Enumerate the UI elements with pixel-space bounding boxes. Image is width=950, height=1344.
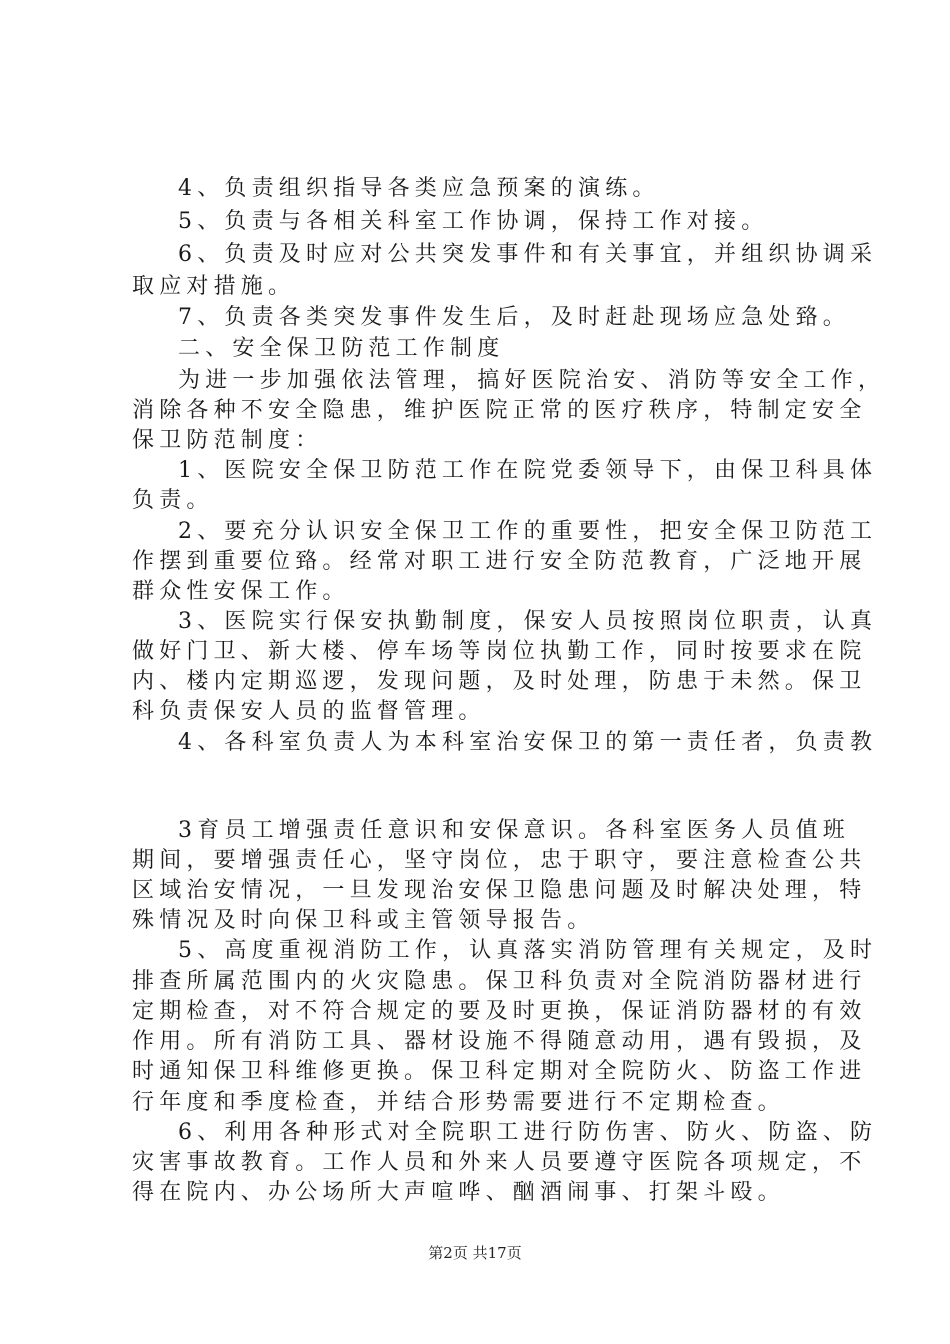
text-line: 保卫防范制度： bbox=[132, 428, 323, 453]
text-line: 5、高度重视消防工作，认真落实消防管理有关规定，及时 bbox=[178, 938, 878, 963]
section-heading: 二、安全保卫防范工作制度 bbox=[178, 336, 505, 361]
text-line: 作摆到重要位臵。经常对职工进行安全防范教育，广泛地开展 bbox=[132, 549, 867, 574]
text-line: 3、医院实行保安执勤制度，保安人员按照岗位职责，认真 bbox=[178, 609, 878, 634]
text-line: 3育员工增强责任意识和安保意识。各科室医务人员值班 bbox=[178, 818, 850, 843]
text-line: 做好门卫、新大楼、停车场等岗位执勤工作，同时按要求在院 bbox=[132, 639, 867, 664]
text-line: 殊情况及时向保卫科或主管领导报告。 bbox=[132, 908, 595, 933]
text-line: 科负责保安人员的监督管理。 bbox=[132, 699, 486, 724]
text-line: 4、负责组织指导各类应急预案的演练。 bbox=[178, 176, 660, 201]
text-line: 为进一步加强依法管理，搞好医院治安、消防等安全工作， bbox=[178, 368, 886, 393]
text-line: 取应对措施。 bbox=[132, 274, 296, 299]
text-line: 负责。 bbox=[132, 488, 214, 513]
text-line: 内、楼内定期巡逻，发现问题，及时处理，防患于未然。保卫 bbox=[132, 669, 867, 694]
text-line: 4、各科室负责人为本科室治安保卫的第一责任者，负责教 bbox=[178, 730, 878, 755]
text-line: 期间，要增强责任心，坚守岗位，忠于职守，要注意检查公共 bbox=[132, 848, 867, 873]
text-line: 排查所属范围内的火灾隐患。保卫科负责对全院消防器材进行 bbox=[132, 969, 867, 994]
text-line: 6、负责及时应对公共突发事件和有关事宜，并组织协调采 bbox=[178, 242, 878, 267]
text-line: 6、利用各种形式对全院职工进行防伤害、防火、防盗、防 bbox=[178, 1120, 878, 1145]
page-number: 第2页 共17页 bbox=[428, 1244, 522, 1262]
text-line: 定期检查，对不符合规定的要及时更换，保证消防器材的有效 bbox=[132, 999, 867, 1024]
text-line: 2、要充分认识安全保卫工作的重要性，把安全保卫防范工 bbox=[178, 519, 878, 544]
text-line: 1、医院安全保卫防范工作在院党委领导下，由保卫科具体 bbox=[178, 458, 878, 483]
text-line: 行年度和季度检查，并结合形势需要进行不定期检查。 bbox=[132, 1090, 785, 1115]
text-line: 时通知保卫科维修更换。保卫科定期对全院防火、防盗工作进 bbox=[132, 1059, 867, 1084]
text-line: 作用。所有消防工具、器材设施不得随意动用，遇有毁损，及 bbox=[132, 1029, 867, 1054]
text-line: 灾害事故教育。工作人员和外来人员要遵守医院各项规定，不 bbox=[132, 1150, 867, 1175]
text-line: 5、负责与各相关科室工作协调，保持工作对接。 bbox=[178, 209, 769, 234]
text-line: 7、负责各类突发事件发生后，及时赶赴现场应急处臵。 bbox=[178, 305, 850, 330]
text-line: 消除各种不安全隐患，维护医院正常的医疗秩序，特制定安全 bbox=[132, 398, 867, 423]
text-line: 得在院内、办公场所大声喧哗、酗酒闹事、打架斗殴。 bbox=[132, 1180, 785, 1205]
text-line: 群众性安保工作。 bbox=[132, 579, 350, 604]
text-line: 区域治安情况，一旦发现治安保卫隐患问题及时解决处理，特 bbox=[132, 878, 867, 903]
